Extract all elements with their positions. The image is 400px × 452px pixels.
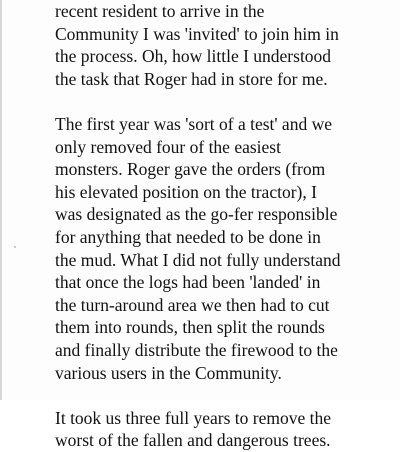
text-line: The first year was 'sort of a test' and we — [55, 113, 332, 134]
text-line: the task that Roger had in store for me. — [55, 68, 328, 89]
text-line: them into rounds, then split the rounds — [55, 317, 325, 338]
scan-edge — [0, 0, 2, 400]
paragraph-2 — [55, 113, 395, 384]
paragraph-1 — [55, 0, 395, 90]
text-line: It took us three full years to remove the — [55, 407, 332, 428]
text-line: his elevated position on the tractor), I — [55, 181, 317, 202]
text-line: worst of the fallen and dangerous trees. — [55, 430, 331, 451]
text-line: monsters. Roger gave the orders (from — [55, 159, 326, 180]
text-line: the turn-around area we then had to cut — [55, 294, 330, 315]
text-line: for anything that needed to be done in — [55, 226, 321, 247]
text-line: was designated as the go-fer responsible — [55, 204, 338, 225]
text-line: and finally distribute the firewood to the — [55, 339, 338, 360]
text-line: various users in the Community. — [55, 362, 282, 383]
text-line: the process. Oh, how little I understood — [55, 46, 332, 67]
paragraph-3 — [55, 407, 395, 452]
body-text — [55, 0, 395, 452]
text-line: recent resident to arrive in the — [55, 1, 265, 21]
paragraph-gap — [55, 384, 395, 407]
paragraph-gap — [55, 90, 395, 113]
scan-speck — [14, 246, 16, 248]
text-line: the mud. What I did not fully understand — [55, 249, 341, 270]
text-line: only removed four of the easiest — [55, 136, 281, 157]
text-line: Community I was 'invited' to join him in — [55, 23, 339, 44]
text-line: that once the logs had been 'landed' in — [55, 272, 321, 293]
